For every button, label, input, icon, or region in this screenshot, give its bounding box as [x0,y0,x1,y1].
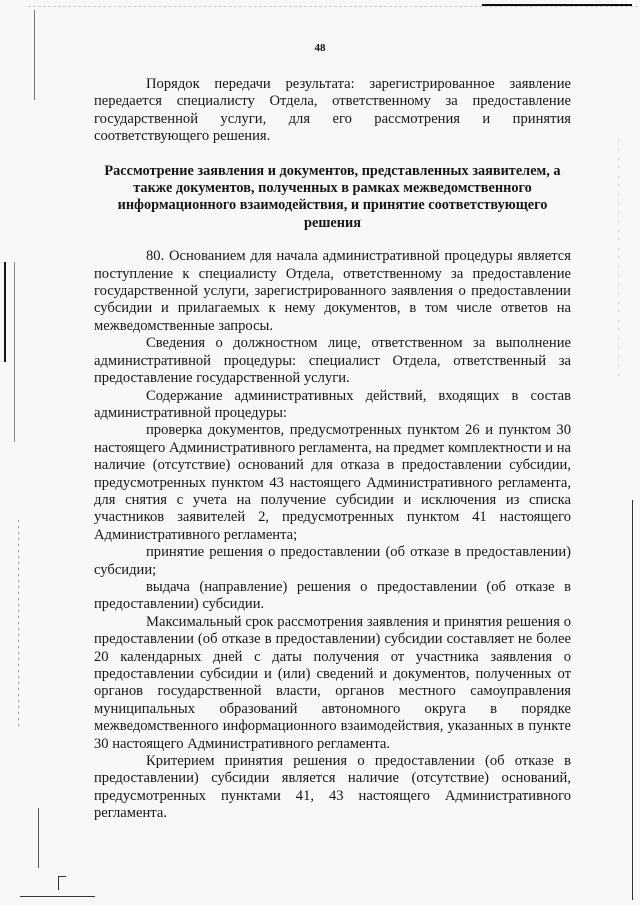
paragraph-80-basis: 80. Основанием для начала административной процедуры является поступление к специалисту Отдела, ответственному за предоставление государственной услуги, зарегистрированного заявления о предоставлении субсидии и прилагаемых к нему документов, в том числе ответов на межведомственные запросы. [94,248,571,334]
scan-bottom-line [20,896,95,897]
scan-top-rule [482,4,632,6]
scan-bottom-hook-bar [58,876,66,877]
scan-bottom-hook [58,876,59,890]
document-body [94,76,571,823]
section-heading: Рассмотрение заявления и документов, представленных заявителем, а также документов, полученных в рамках межведомственного информационного взаимодействия, и принятие соответствующего решения [104,162,561,231]
paragraph-responsible-official: Сведения о должностном лице, ответственном за выполнение административной процедуры: специалист Отдела, ответственный за предоставление государственной услуги. [94,335,571,387]
paragraph-actions-intro: Содержание административных действий, входящих в состав административной процедуры: [94,387,571,421]
scan-left-mark [34,10,35,100]
paragraph-document-check: проверка документов, предусмотренных пунктом 26 и пунктом 30 настоящего Административного регламента, на предмет комплектности и на наличие (отсутствие) оснований для отказа в предоставлении субсидии, предусмотренных пунктом 43 настоящего Административного регламента, для снятия с учета на получение субсидии и исключения из списка участников заявителей 2, предусмотренных пунктом 41 настоящего Административного регламента; [94,422,571,543]
paragraph-criterion: Критерием принятия решения о предоставлении (об отказе в предоставлении) субсидии является наличие (отсутствие) оснований, предусмотренных пунктами 41, 43 настоящего Административного регламента. [94,753,571,822]
paragraph-issuance: выдача (направление) решения о предоставлении (об отказе в предоставлении) субсидии. [94,578,571,613]
paragraph-result-transfer: Порядок передачи результата: зарегистрированное заявление передается специалисту Отдела, ответственному за предоставление государственной услуги, для его рассмотрения и принятия соответствующего решения. [94,76,571,145]
scan-bottom-left-mark [38,808,39,868]
scan-left-dots [18,520,19,730]
scan-right-specks [618,140,619,380]
paragraph-decision: принятие решения о предоставлении (об отказе в предоставлении) субсидии; [94,544,571,578]
scan-left-edge [4,262,6,362]
page-number: 48 [314,42,326,54]
scan-top-dash [28,6,638,8]
scan-right-edge [632,500,633,900]
scan-left-edge-faint [14,262,15,442]
paragraph-max-term: Максимальный срок рассмотрения заявления и принятия решения о предоставлении (об отказе в предоставлении) субсидии составляет не более 20 календарных дней с даты получения от участника заявления о предоставлении субсидии и (или) сведений и документов, полученных от органов государственной власти, органов местного самоуправления муниципальных образований автономного округа в порядке межведомственного информационного взаимодействия, указанных в пункте 30 настоящего Административного регламента. [94,613,571,752]
